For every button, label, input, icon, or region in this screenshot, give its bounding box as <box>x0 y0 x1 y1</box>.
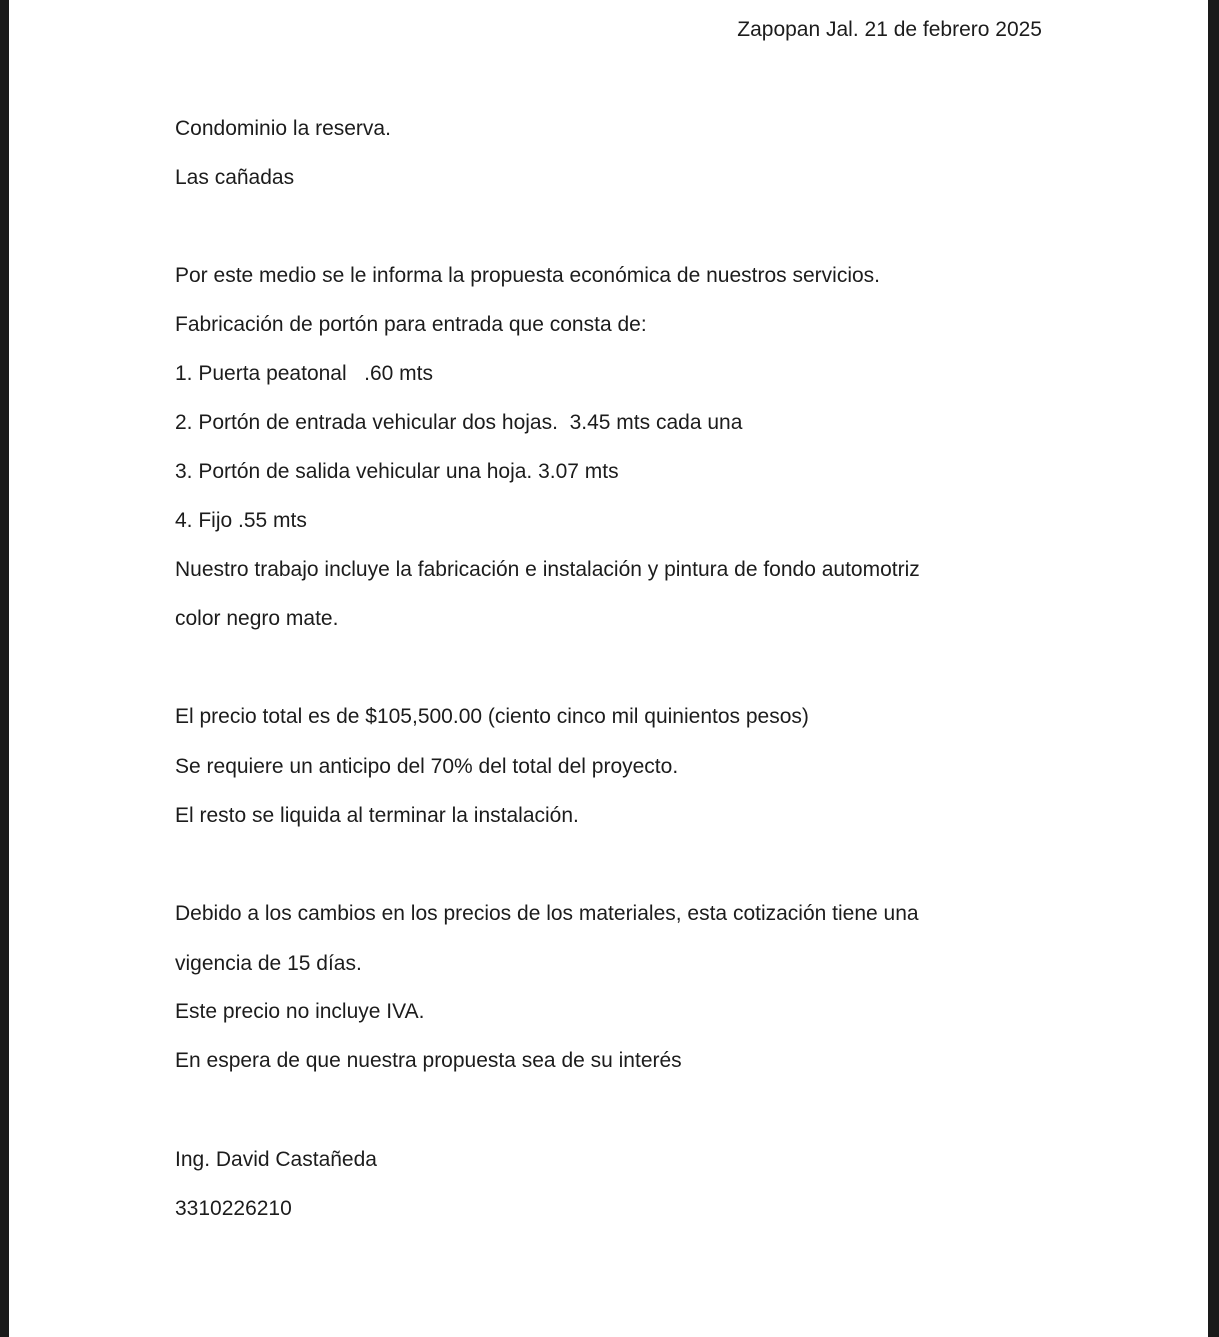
list-item-text: Portón de entrada vehicular dos hojas. 3.45 mts cada una <box>198 411 743 434</box>
document-page <box>9 0 1208 1337</box>
intro-text: Por este medio se le informa la propuesta económica de nuestros servicios. <box>175 264 881 287</box>
list-item <box>175 360 433 388</box>
closing-text: En espera de que nuestra propuesta sea de su interés <box>175 1049 682 1072</box>
signature-name: Ing. David Castañeda <box>175 1148 377 1171</box>
list-item-text: Portón de salida vehicular una hoja. 3.07 mts <box>198 460 619 483</box>
list-item-number: 2. <box>175 411 199 434</box>
no-iva-text: Este precio no incluye IVA. <box>175 1000 425 1023</box>
document-date: Zapopan Jal. 21 de febrero 2025 <box>737 18 1042 41</box>
validity-line-2: vigencia de 15 días. <box>175 952 362 975</box>
price-total-text: El precio total es de $105,500.00 (ciento cinco mil quinientos pesos) <box>175 705 809 728</box>
work-includes-line-1: Nuestro trabajo incluye la fabricación e instalación y pintura de fondo automotriz <box>175 558 920 581</box>
list-item-number: 4. <box>175 509 199 532</box>
list-item <box>175 507 307 535</box>
subject-text: Fabricación de portón para entrada que consta de: <box>175 313 647 336</box>
signature-phone: 3310226210 <box>175 1197 292 1220</box>
list-item-number: 1. <box>175 362 199 385</box>
list-item-text: Puerta peatonal .60 mts <box>198 362 433 385</box>
recipient-line-2: Las cañadas <box>175 166 295 189</box>
remainder-text: El resto se liquida al terminar la instalación. <box>175 804 579 827</box>
list-item <box>175 458 619 486</box>
recipient-line-1: Condominio la reserva. <box>175 117 391 140</box>
list-item <box>175 409 742 437</box>
list-item-number: 3. <box>175 460 199 483</box>
list-item-text: Fijo .55 mts <box>198 509 307 532</box>
advance-text: Se requiere un anticipo del 70% del total del proyecto. <box>175 755 679 778</box>
work-includes-line-2: color negro mate. <box>175 607 339 630</box>
validity-line-1: Debido a los cambios en los precios de los materiales, esta cotización tiene una <box>175 902 919 925</box>
